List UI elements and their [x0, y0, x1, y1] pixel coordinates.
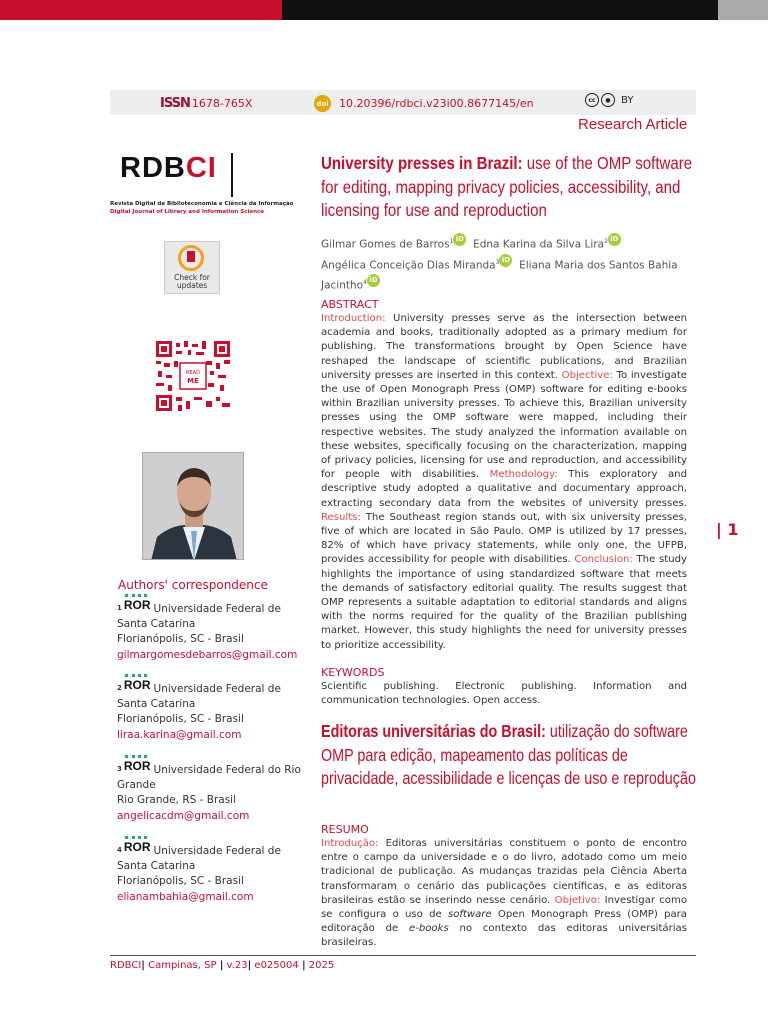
footer-year: 2025 — [308, 960, 335, 971]
orcid-icon[interactable]: iD — [367, 274, 380, 287]
affiliation-institution: Universidade Federal de Santa Catarina — [117, 845, 281, 873]
article-title — [321, 152, 699, 223]
article-title-bold: University presses in Brazil: — [321, 153, 523, 173]
ror-icon: ROR — [123, 840, 151, 854]
resumo-objective-b: Open Monograph Press (OMP) para editoração de — [321, 909, 687, 935]
top-bar-black — [282, 0, 718, 20]
abstract-intro: University presses serve as the intersection between academia and books, traditionally adopted as a primary medium for publishing. The transformations brought by Open Science have reshaped the landscape of scientific publications, and Brazilian university presses are inserted in this context. — [321, 313, 687, 381]
abstract-method-label: Methodology: — [489, 469, 558, 481]
resumo-objective-a: Investigar como se configura o uso de — [321, 894, 687, 921]
footer-divider — [110, 955, 696, 956]
abstract-method: This exploratory and descriptive study adopted a qualitative and documentary approach, extracting secondary data from the websites of university presses. — [321, 469, 687, 509]
author-number: 2 — [604, 238, 608, 245]
affiliation-institution: Universidade Federal de Santa Catarina — [117, 683, 281, 711]
affiliation-city: Florianópolis, SC - Brasil — [117, 713, 244, 726]
author-photo-image — [143, 453, 244, 560]
article-title-pt-rest: utilização do software OMP para edição, mapeamento das políticas de privacidade, acessibilidade e licenças de uso e reprodução — [321, 721, 696, 788]
affiliation-city: Rio Grande, RS - Brasil — [117, 794, 237, 807]
license-badge[interactable] — [585, 93, 633, 107]
author-number: 3 — [495, 258, 500, 266]
resumo-objective-label: Objetivo: — [554, 894, 601, 906]
resumo-software-word: software — [447, 909, 492, 921]
check-updates-line2: updates — [176, 281, 208, 290]
affiliation-1 — [117, 598, 302, 663]
logo-divider — [231, 153, 233, 197]
affiliation-institution: Universidade Federal do Rio Grande — [117, 764, 301, 792]
resumo-intro-label: Introdução: — [321, 838, 379, 849]
check-updates-line1: Check for — [174, 273, 210, 282]
svg-text:ME: ME — [187, 377, 199, 385]
abstract-results-label: Results: — [321, 511, 361, 523]
license-label: BY — [621, 94, 634, 106]
ror-icon: ROR — [123, 759, 151, 773]
journal-subtitle-pt: Revista Digital de Biblioteconomia e Ciência da Informação — [110, 201, 294, 207]
resumo-intro: Editoras universitárias constituem o ponto de encontro entre o campo da universidade e o do livro, adotado como um meio tradicional de publicação. As mudanças trazidas pela Ciência Aberta transformaram o cenário das publicações científicas, e as editoras brasileiras estão se inserindo nesse cenário. — [321, 838, 687, 906]
qr-code-icon[interactable] — [156, 341, 230, 411]
ror-icon: ROR — [123, 678, 151, 692]
journal-logo — [120, 152, 217, 185]
issn-icon: ISSN — [160, 96, 190, 111]
affiliation-institution: Universidade Federal de Santa Catarina — [117, 603, 281, 631]
issn-number: 1678-765X — [191, 97, 253, 110]
cc-icon: cc — [585, 93, 599, 107]
affiliation-number: 4 — [117, 846, 122, 855]
author-name: Angélica Conceição Dias Miranda — [321, 259, 496, 271]
abstract-conclusion-label: Conclusion: — [574, 554, 633, 566]
author-photo — [142, 452, 244, 560]
article-type: Research Article — [578, 116, 688, 133]
by-person-icon: ● — [601, 93, 615, 107]
author-name: Gilmar Gomes de Barros — [321, 238, 450, 251]
footer: RDBCI| Campinas, SP | v.23| e025004 | 2025 — [110, 960, 335, 971]
affiliation-number: 3 — [117, 765, 122, 774]
page-number: | 1 — [716, 520, 739, 539]
correspondence-title: Authors' correspondence — [118, 578, 268, 592]
ror-icon: ROR — [123, 598, 151, 612]
affiliation-email[interactable]: liraa.karina@gmail.com — [117, 728, 242, 741]
affiliation-email[interactable]: gilmargomesdebarros@gmail.com — [117, 648, 298, 661]
abstract-results: The Southeast region stands out, with six university presses, five of which are located in São Paulo. OMP is utilized by 17 presses, 82% of which have privacy statements, while only one, the UFPB, provides accessibility for people with disabilities. — [321, 511, 687, 566]
affiliation-2 — [117, 678, 302, 743]
footer-city: Campinas, SP — [148, 960, 217, 971]
journal-subtitle-en: Digital Journal of Library and Information Science — [110, 209, 264, 215]
footer-eid: e025004 — [254, 960, 299, 971]
resumo-objective-c: no contexto das editoras universitárias brasileiras. — [321, 923, 687, 949]
author-name: Eliana Maria dos Santos Bahia Jacintho — [321, 259, 678, 292]
orcid-icon[interactable]: iD — [453, 233, 466, 246]
top-bar-gray — [718, 0, 768, 20]
author-number: 1 — [449, 238, 454, 245]
affiliation-city: Florianópolis, SC - Brasil — [117, 633, 244, 646]
footer-volume: v.23 — [226, 960, 248, 971]
resumo-ebooks-word: e-books — [409, 923, 449, 935]
author-number: 4 — [363, 279, 367, 286]
affiliation-4 — [117, 840, 302, 905]
affiliation-email[interactable]: elianambahia@gmail.com — [117, 890, 254, 903]
abstract-heading: ABSTRACT — [321, 298, 379, 311]
resumo-text — [321, 837, 687, 951]
orcid-icon[interactable]: iD — [608, 233, 621, 246]
doi-text[interactable]: 10.20396/rdbci.v23i00.8677145/en — [339, 97, 534, 110]
check-updates-label — [164, 274, 220, 290]
affiliation-city: Florianópolis, SC - Brasil — [117, 875, 244, 888]
abstract-conclusion: The study highlights the importance of using standardized software that meets the demands of satisfactory editorial quality. The results suggest that OMP represents a suitable adaptation to editorial standards and aligns with the norms required for the quality of the Brazilian publishing market. However, this study highlights the need for university presses to prioritize accessibility. — [321, 554, 687, 651]
article-title-rest: use of the OMP software for editing, mapping privacy policies, accessibility, and licensing for use and reproduction — [321, 153, 693, 220]
abstract-objective-label: Objective: — [561, 369, 613, 381]
keywords-text: Scientific publishing. Electronic publishing. Information and communication technologies. Open access. — [321, 681, 687, 707]
affiliation-3 — [117, 759, 302, 824]
affiliation-email[interactable]: angelicacdm@gmail.com — [117, 809, 250, 822]
doi-link[interactable] — [314, 95, 534, 112]
article-title-pt-bold: Editoras universitárias do Brasil: — [321, 721, 546, 741]
article-title-pt — [321, 720, 706, 791]
affiliation-number: 2 — [117, 684, 122, 693]
author-list — [321, 233, 706, 295]
top-bar-red — [0, 0, 282, 20]
journal-logo-text: RDBCI — [120, 152, 217, 184]
abstract-objective: To investigate the use of Open Monograph Press (OMP) software for editing e-books within Brazilian university presses. To achieve this, Brazilian university presses using the OMP software were mapped, including their respective websites. The study analyzed the information available on these websites, specifically focusing on the characterization, mapping of privacy policies, licensing for use and reproduction, and accessibility for people with disabilities. — [321, 369, 687, 481]
affiliation-number: 1 — [117, 604, 122, 613]
issn — [160, 96, 252, 111]
resumo-heading: RESUMO — [321, 823, 369, 836]
bookmark-icon — [187, 251, 195, 262]
orcid-icon[interactable]: iD — [499, 254, 512, 267]
footer-journal: RDBCI — [110, 960, 142, 971]
author-name: Edna Karina da Silva Lira — [473, 238, 605, 251]
page-number-value: 1 — [727, 520, 739, 539]
keywords-heading: KEYWORDS — [321, 666, 385, 679]
doi-icon: doi — [314, 95, 331, 112]
abstract-intro-label: Introduction: — [321, 313, 386, 324]
abstract-text — [321, 312, 687, 653]
svg-text:READ: READ — [186, 370, 200, 376]
